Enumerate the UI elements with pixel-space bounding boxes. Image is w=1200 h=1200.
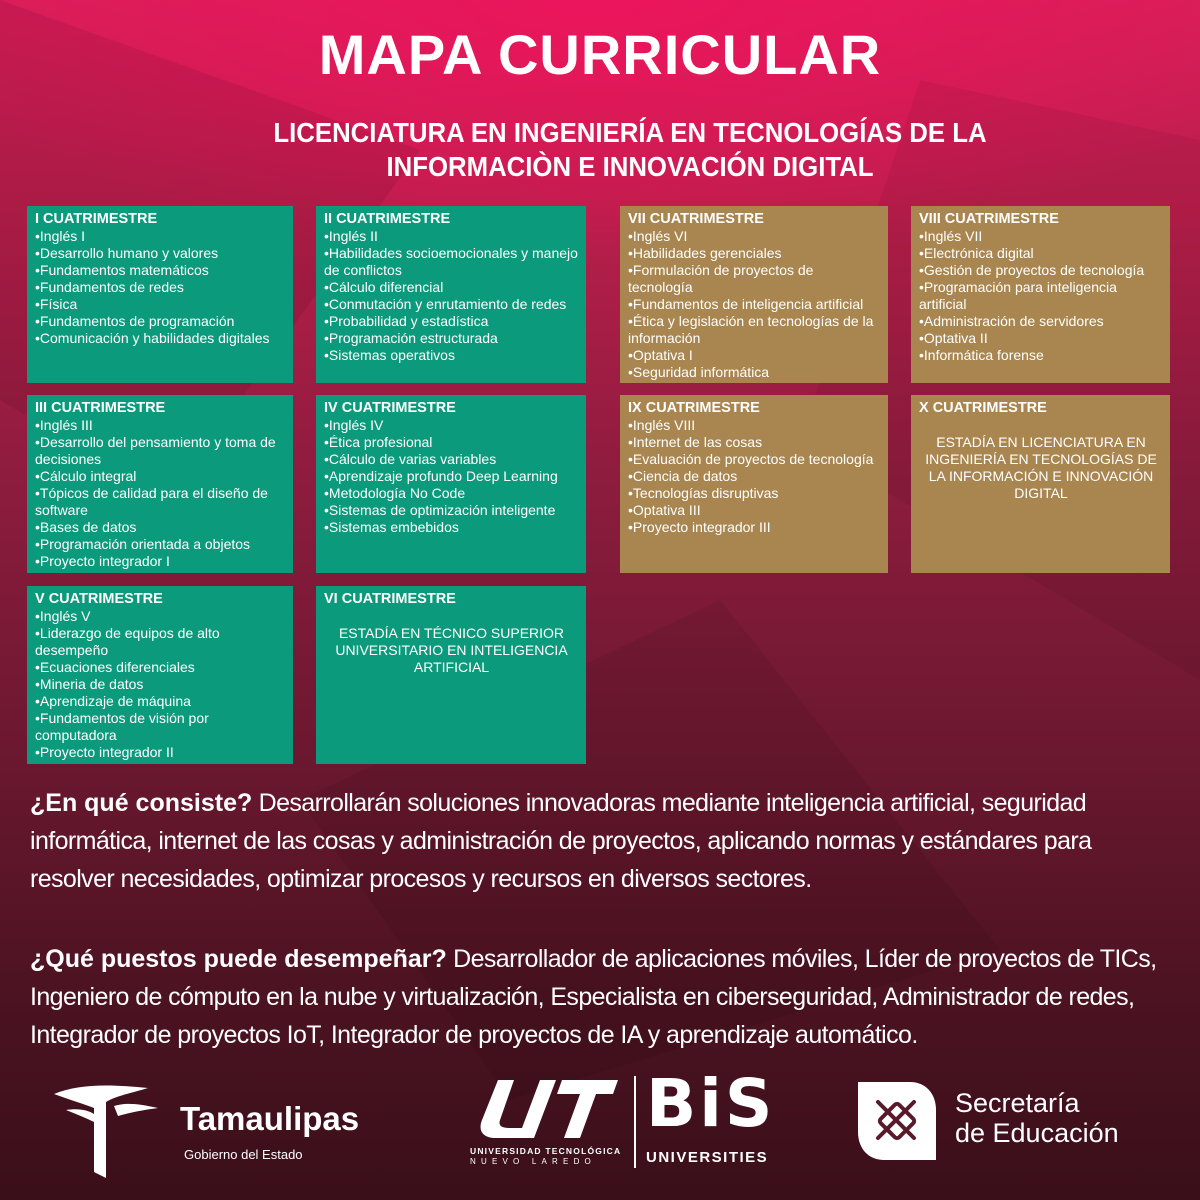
subject-list	[628, 228, 881, 381]
subject-list	[35, 608, 286, 761]
bis-subtitle: UNIVERSITIES	[646, 1149, 769, 1166]
careers-label: ¿Qué puestos puede desempeñar?	[30, 945, 447, 973]
subject-item: • Bases de datos	[35, 519, 286, 536]
secretaria-line2: de Educación	[955, 1118, 1119, 1148]
term-card-4	[316, 395, 586, 573]
term-card-10	[911, 395, 1170, 573]
subject-item: • Informática forense	[919, 347, 1163, 364]
term-card-6	[316, 586, 586, 764]
tamaulipas-logo-icon	[48, 1082, 164, 1182]
subject-item: • Inglés IV	[324, 417, 579, 434]
subject-item: • Tópicos de calidad para el diseño de software	[35, 485, 286, 519]
subject-item: • Comunicación y habilidades digitales	[35, 330, 286, 347]
subject-item: • Ética profesional	[324, 434, 579, 451]
subject-item: • Sistemas operativos	[324, 347, 579, 364]
secretaria-educacion-logo-icon	[854, 1078, 940, 1164]
program-name	[225, 116, 1035, 184]
subject-item: • Física	[35, 296, 286, 313]
term-title: II CUATRIMESTRE	[324, 211, 451, 227]
subject-item: • Habilidades socioemocionales y manejo de conflictos	[324, 245, 579, 279]
subject-item: • Aprendizaje de máquina	[35, 693, 286, 710]
program-name-line1: LICENCIATURA EN INGENIERÍA EN TECNOLOGÍAS DE LA	[273, 117, 987, 148]
subject-item: • Electrónica digital	[919, 245, 1163, 262]
subject-item: • Inglés II	[324, 228, 579, 245]
program-name-line2: INFORMACIÒN E INNOVACIÓN DIGITAL	[386, 151, 874, 182]
subject-item: • Habilidades gerenciales	[628, 245, 881, 262]
subject-item: • Cálculo diferencial	[324, 279, 579, 296]
subject-item: • Ciencia de datos	[628, 468, 881, 485]
subject-list	[628, 417, 881, 536]
secretaria-line1: Secretaría	[955, 1088, 1080, 1118]
subject-item: • Fundamentos matemáticos	[35, 262, 286, 279]
subject-item: • Evaluación de proyectos de tecnología	[628, 451, 881, 468]
subject-item: • Inglés VII	[919, 228, 1163, 245]
term-title: VI CUATRIMESTRE	[324, 591, 456, 607]
ut-name-line1: UNIVERSIDAD TECNOLÓGICA	[470, 1146, 622, 1156]
subject-item: • Optativa II	[919, 330, 1163, 347]
term-card-9	[620, 395, 888, 573]
term-card-1	[27, 206, 293, 383]
term-title: VIII CUATRIMESTRE	[919, 211, 1059, 227]
stay-note: ESTADÍA EN TÉCNICO SUPERIOR UNIVERSITARIO EN INTELIGENCIA ARTIFICIAL	[335, 625, 568, 675]
subject-list	[919, 228, 1163, 364]
term-title: X CUATRIMESTRE	[919, 400, 1047, 416]
subject-item: • Administración de servidores	[919, 313, 1163, 330]
tamaulipas-name: Tamaulipas	[180, 1100, 360, 1137]
subject-item: • Fundamentos de visión por computadora	[35, 710, 286, 744]
term-card-5	[27, 586, 293, 764]
subject-item: • Sistemas embebidos	[324, 519, 579, 536]
subject-item: • Metodología No Code	[324, 485, 579, 502]
term-title: VII CUATRIMESTRE	[628, 211, 764, 227]
description-text: Desarrollarán soluciones innovadoras mediante inteligencia artificial, seguridad informática, internet de las cosas y administración de proyectos, aplicando normas y estándares para resolver necesidades, optimizar procesos y recursos en diversos sectores.	[30, 789, 1092, 893]
careers-text: Desarrollador de aplicaciones móviles, Líder de proyectos de TICs, Ingeniero de cómputo en la nube y virtualización, Especialista en ciberseguridad, Administrador de redes, Integrador de proyectos IoT, Integrador de proyectos de IA y aprendizaje automático.	[30, 945, 1157, 1049]
subject-item: • Inglés VI	[628, 228, 881, 245]
term-card-2	[316, 206, 586, 383]
subject-item: • Desarrollo humano y valores	[35, 245, 286, 262]
subject-item: • Ética y legislación en tecnologías de la información	[628, 313, 881, 347]
subject-item: • Gestión de proyectos de tecnología	[919, 262, 1163, 279]
subject-item: • Sistemas de optimización inteligente	[324, 502, 579, 519]
term-card-8	[911, 206, 1170, 383]
subject-item: • Desarrollo del pensamiento y toma de decisiones	[35, 434, 286, 468]
subject-item: • Optativa III	[628, 502, 881, 519]
description-label: ¿En qué consiste?	[30, 789, 253, 817]
subject-item: • Fundamentos de redes	[35, 279, 286, 296]
subject-list	[35, 228, 286, 347]
subject-item: • Inglés VIII	[628, 417, 881, 434]
subject-item: • Programación orientada a objetos	[35, 536, 286, 553]
subject-item: • Programación para inteligencia artificial	[919, 279, 1163, 313]
tamaulipas-subtitle: Gobierno del Estado	[184, 1147, 303, 1162]
subject-item: • Inglés V	[35, 608, 286, 625]
subject-item: • Internet de las cosas	[628, 434, 881, 451]
subject-item: • Cálculo integral	[35, 468, 286, 485]
subject-item: • Programación estructurada	[324, 330, 579, 347]
subject-item: • Cálculo de varias variables	[324, 451, 579, 468]
ut-logo-icon	[470, 1076, 620, 1142]
term-title: V CUATRIMESTRE	[35, 591, 163, 607]
subject-item: • Proyecto integrador II	[35, 744, 286, 761]
term-card-7	[620, 206, 888, 383]
subject-item: • Proyecto integrador I	[35, 553, 286, 570]
subject-item: • Formulación de proyectos de tecnología	[628, 262, 881, 296]
subject-item: • Conmutación y enrutamiento de redes	[324, 296, 579, 313]
subject-item: • Optativa I	[628, 347, 881, 364]
term-title: IX CUATRIMESTRE	[628, 400, 760, 416]
subject-item: • Aprendizaje profundo Deep Learning	[324, 468, 579, 485]
subject-list	[324, 417, 579, 536]
subject-item: • Tecnologías disruptivas	[628, 485, 881, 502]
logo-separator	[634, 1076, 636, 1168]
subject-item: • Ecuaciones diferenciales	[35, 659, 286, 676]
term-card-3	[27, 395, 293, 573]
subject-item: • Inglés III	[35, 417, 286, 434]
page-title: MAPA CURRICULAR	[318, 23, 882, 86]
bis-logo: BiS	[646, 1065, 776, 1142]
careers-paragraph	[30, 940, 1175, 1054]
term-title: III CUATRIMESTRE	[35, 400, 166, 416]
term-title: IV CUATRIMESTRE	[324, 400, 456, 416]
subject-item: • Fundamentos de inteligencia artificial	[628, 296, 881, 313]
subject-item: • Proyecto integrador III	[628, 519, 881, 536]
term-title: I CUATRIMESTRE	[35, 211, 158, 227]
subject-item: • Liderazgo de equipos de alto desempeño	[35, 625, 286, 659]
subject-item: • Seguridad informática	[628, 364, 881, 381]
subject-list	[35, 417, 286, 570]
subject-item: • Inglés I	[35, 228, 286, 245]
stay-note: ESTADÍA EN LICENCIATURA EN INGENIERÍA EN TECNOLOGÍAS DE LA INFORMACIÓN E INNOVACIÓN DIGITAL	[925, 434, 1157, 501]
description-paragraph	[30, 784, 1175, 898]
ut-name-line2: NUEVO LAREDO	[470, 1157, 596, 1166]
subject-item: • Probabilidad y estadística	[324, 313, 579, 330]
subject-item: • Mineria de datos	[35, 676, 286, 693]
subject-item: • Fundamentos de programación	[35, 313, 286, 330]
subject-list	[324, 228, 579, 364]
